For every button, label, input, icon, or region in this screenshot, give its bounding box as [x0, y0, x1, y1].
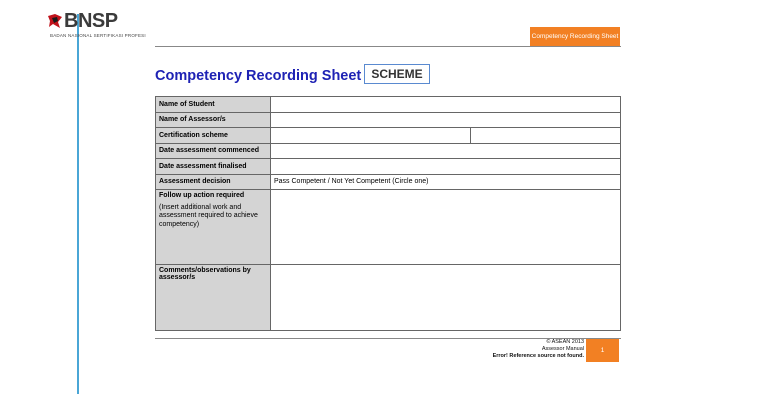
scheme-badge: SCHEME — [364, 64, 430, 84]
followup-title: Follow up action required — [159, 192, 245, 199]
field-student[interactable] — [271, 97, 621, 113]
label-assessor: Name of Assessor/s — [156, 112, 271, 128]
label-commenced: Date assessment commenced — [156, 143, 271, 159]
field-certification-extra[interactable] — [471, 128, 621, 144]
label-finalised: Date assessment finalised — [156, 159, 271, 175]
field-commenced[interactable] — [271, 143, 621, 159]
row-finalised — [156, 159, 621, 175]
field-comments[interactable] — [271, 265, 621, 331]
recording-form — [155, 96, 621, 331]
field-finalised[interactable] — [271, 159, 621, 175]
field-assessor[interactable] — [271, 112, 621, 128]
footer-manual: Assessor Manual — [541, 346, 584, 352]
row-commenced — [156, 143, 621, 159]
label-comments: Comments/observations by assessor/s — [156, 265, 271, 331]
row-assessor — [156, 112, 621, 128]
footer-error: Error! Reference source not found. — [492, 353, 584, 359]
label-student: Name of Student — [156, 97, 271, 113]
row-certification — [156, 128, 621, 144]
followup-note: (Insert additional work and assessment required to achieve competency) — [159, 204, 258, 228]
logo-text: BNSP — [64, 10, 118, 32]
page-title: Competency Recording Sheet — [155, 68, 362, 84]
margin-line — [77, 14, 79, 394]
row-comments — [156, 265, 621, 331]
field-certification[interactable] — [271, 128, 471, 144]
row-decision — [156, 174, 621, 190]
header-rule — [155, 46, 621, 47]
field-followup[interactable] — [271, 190, 621, 265]
field-decision[interactable]: Pass Competent / Not Yet Competent (Circle one) — [271, 174, 621, 190]
header-tab: Competency Recording Sheet — [530, 27, 620, 46]
bnsp-emblem-icon — [46, 12, 64, 30]
row-followup — [156, 190, 621, 265]
page-number: 1 — [586, 339, 619, 362]
bnsp-logo — [46, 10, 146, 42]
footer-text — [493, 339, 584, 360]
footer-copyright: © ASEAN 2013 — [546, 339, 584, 345]
logo-subtext: BADAN NASIONAL SERTIFIKASI PROFESI — [50, 33, 146, 38]
label-decision: Assessment decision — [156, 174, 271, 190]
row-student — [156, 97, 621, 113]
label-followup — [156, 190, 271, 265]
label-certification: Certification scheme — [156, 128, 271, 144]
